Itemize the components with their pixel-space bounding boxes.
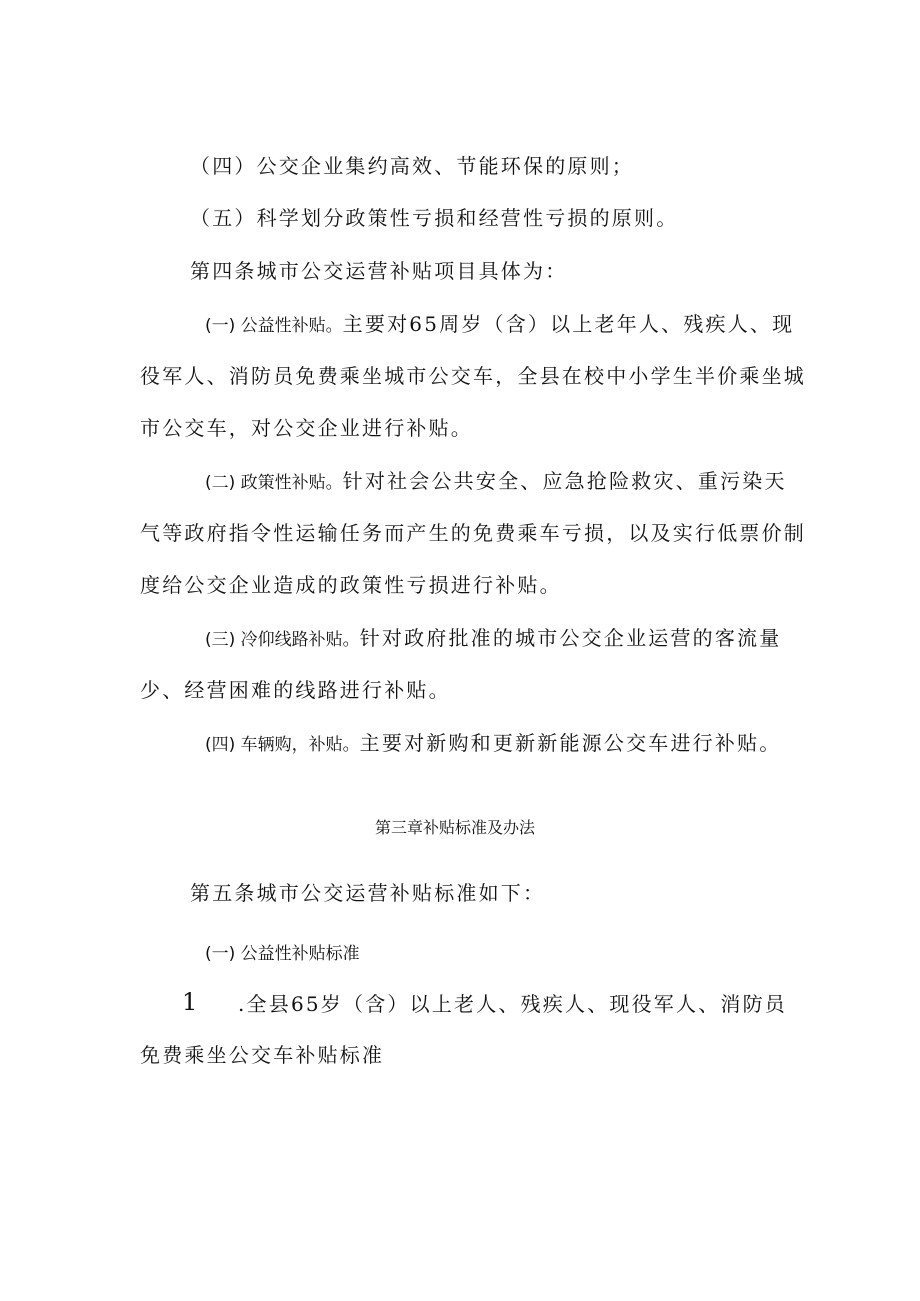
list-item-number <box>182 988 197 1017</box>
paragraph-principle-5: （五）科学划分政策性亏损和经营性亏损的原则。 <box>190 206 679 230</box>
item-text: 主要对65周岁（含）以上老年人、残疾人、现 <box>342 312 795 336</box>
item-cold-route-subsidy <box>205 624 781 654</box>
article-4-heading: 第四条城市公交运营补贴项目具体为： <box>190 259 568 283</box>
list-item-text: .全县65岁（含）以上老人、残疾人、现役军人、消防员 <box>238 992 788 1016</box>
item-vehicle-purchase-subsidy <box>205 729 781 759</box>
paragraph-line: 少、经营困难的线路进行补贴。 <box>140 678 451 702</box>
paragraph-line: 市公交车，对公交企业进行补贴。 <box>140 416 473 440</box>
item-label: (四) 车辆购，补贴。 <box>205 735 360 755</box>
paragraph-line: 度给公交企业造成的政策性亏损进行补贴。 <box>140 573 562 597</box>
item-text: 主要对新购和更新新能源公交车进行补贴。 <box>359 731 782 755</box>
paragraph-line: 气等政府指令性运输任务而产生的免费乘车亏损，以及实行低票价制 <box>140 521 806 545</box>
item-text: 针对社会公共安全、应急抢险救灾、重污染天 <box>342 469 787 493</box>
list-number: 1 <box>182 988 198 1016</box>
chapter-title: 第三章补贴标准及办法 <box>375 818 536 837</box>
subsection-public-welfare-standard: (一) 公益性补贴标准 <box>205 944 360 964</box>
paragraph-principle-4: （四）公交企业集约高效、节能环保的原则； <box>190 154 634 178</box>
article-5-heading: 第五条城市公交运营补贴标准如下： <box>190 881 546 905</box>
item-label: (一) 公益性补贴。 <box>205 316 343 336</box>
paragraph-line: 役军人、消防员免费乘坐城市公交车，全县在校中小学生半价乘坐城 <box>140 364 806 388</box>
item-label: (二) 政策性补贴。 <box>205 473 343 493</box>
item-text: 针对政府批准的城市公交企业运营的客流量 <box>359 626 782 650</box>
paragraph-line: 免费乘坐公交车补贴标准 <box>140 1043 385 1067</box>
item-label: (三) 冷仰线路补贴。 <box>205 630 360 650</box>
item-public-welfare-subsidy <box>205 310 794 340</box>
item-policy-subsidy <box>205 467 787 497</box>
